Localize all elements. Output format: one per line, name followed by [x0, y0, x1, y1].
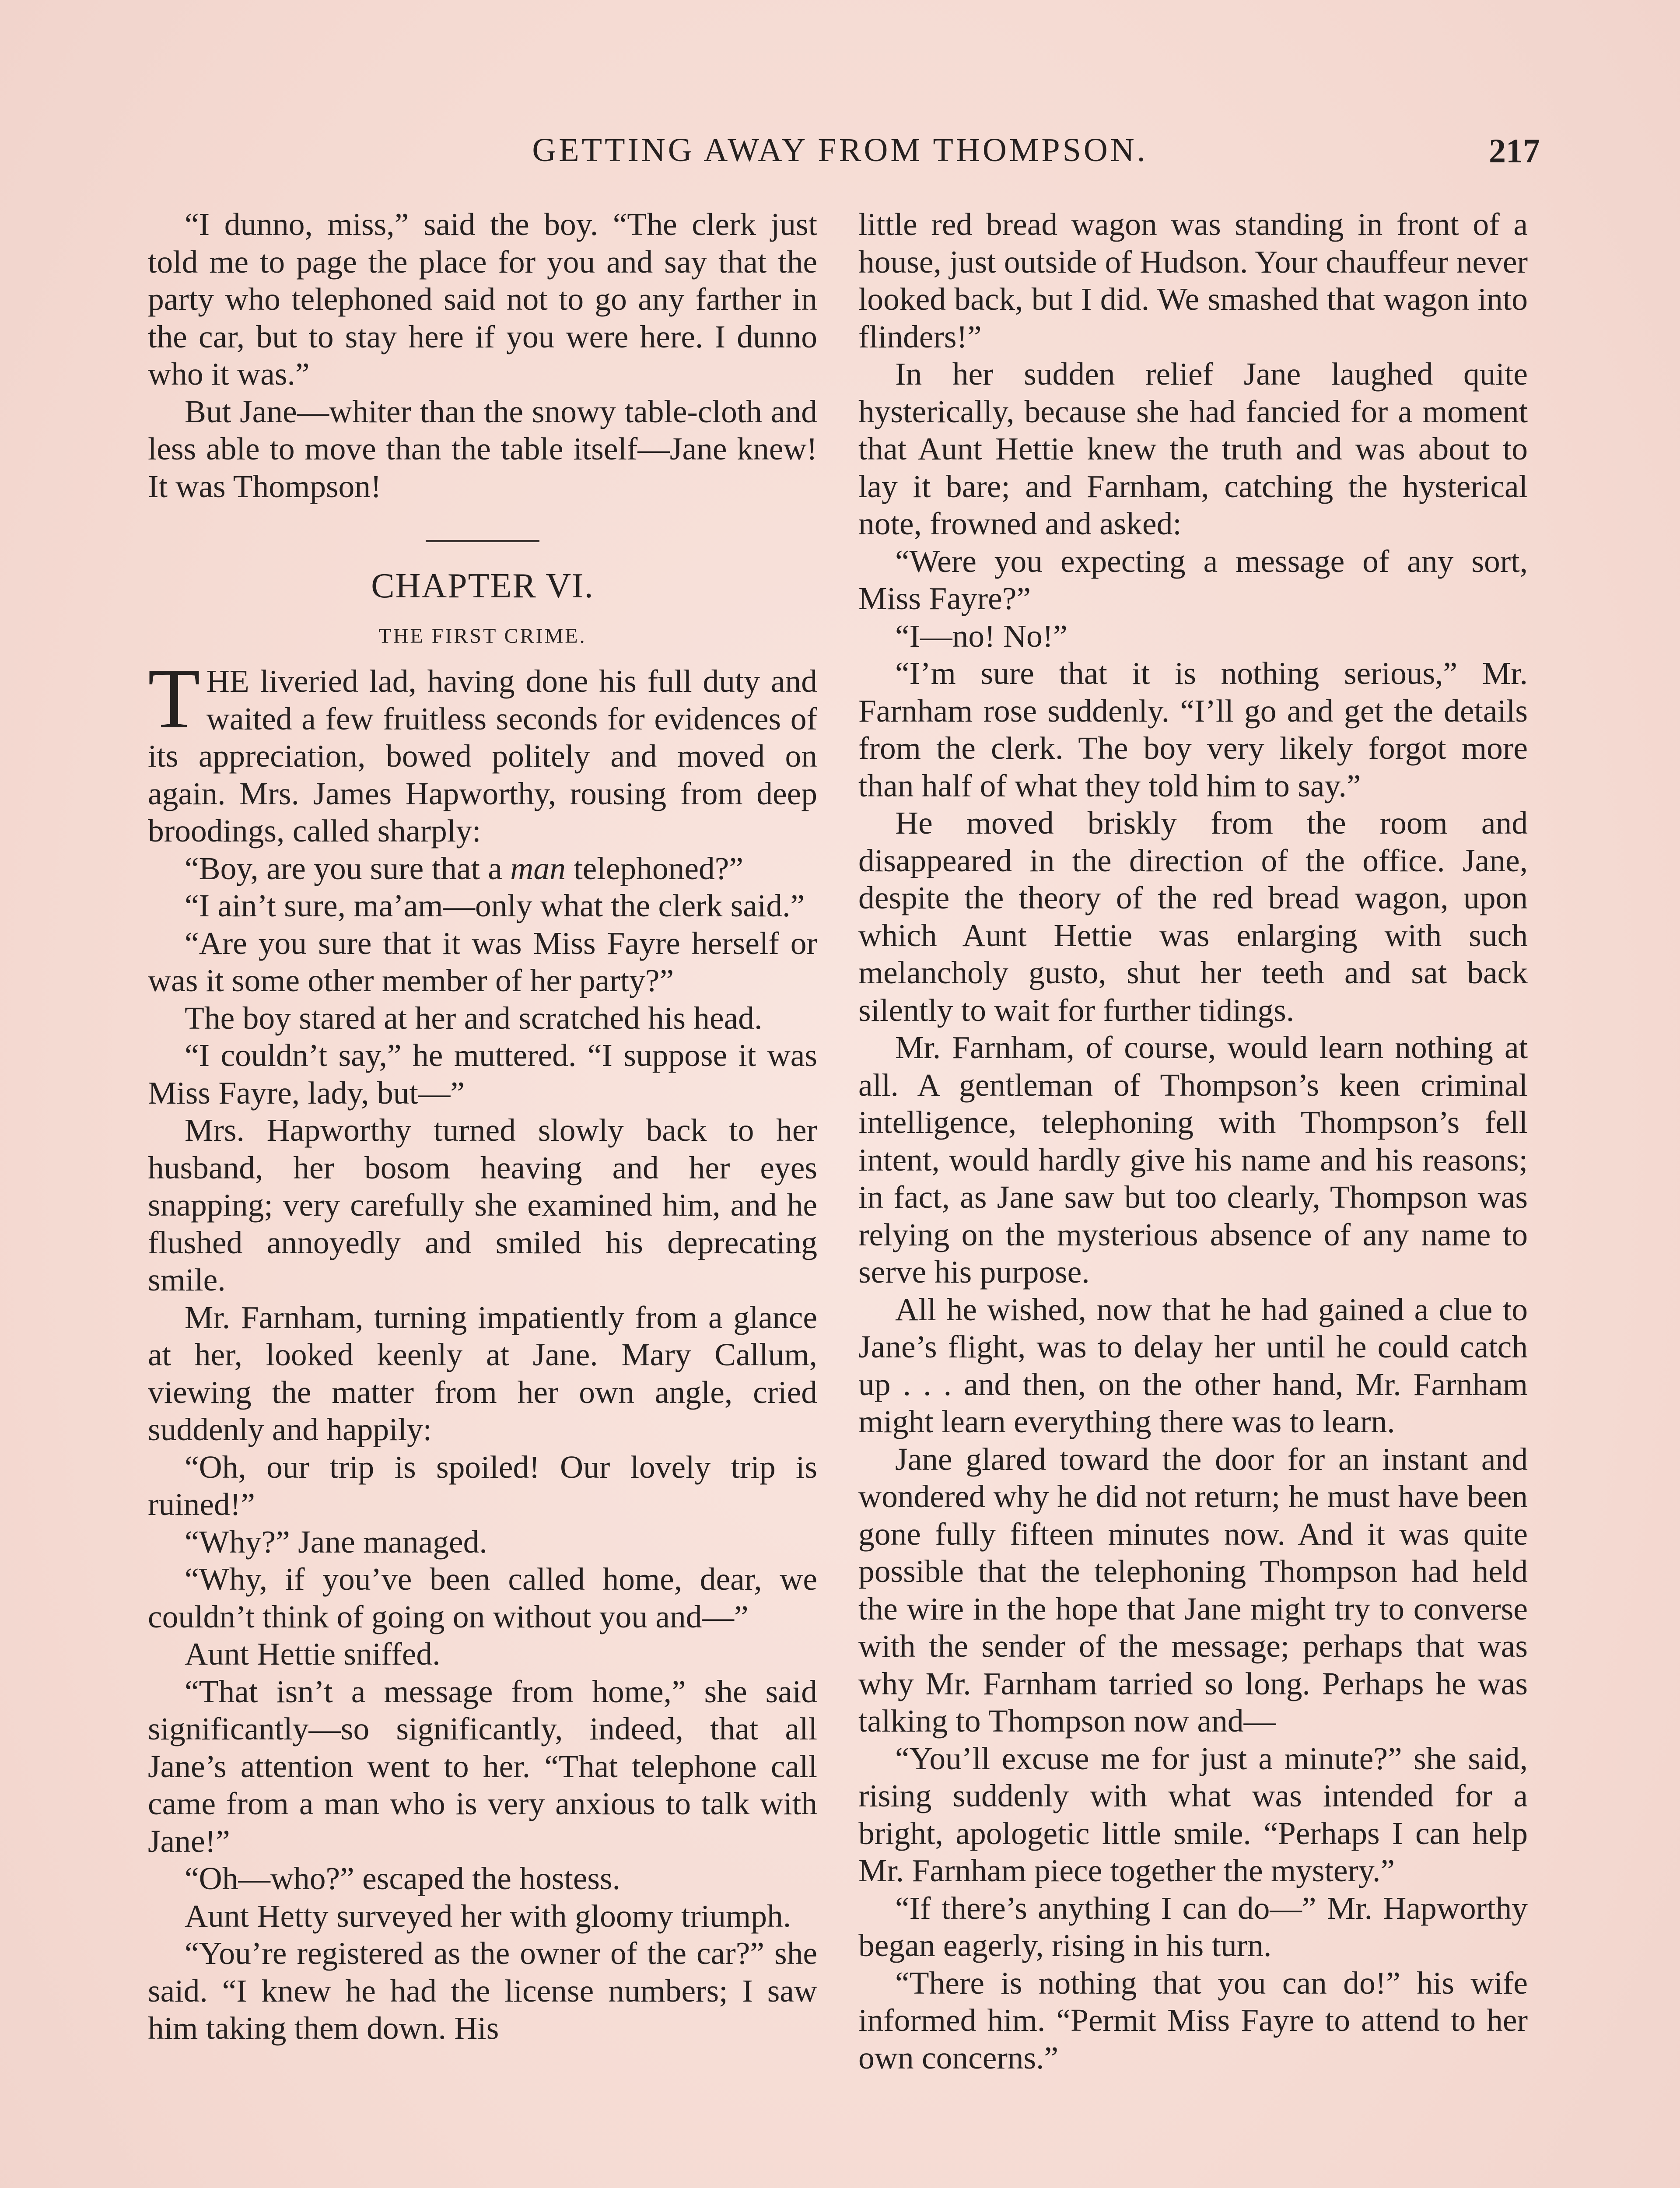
paragraph: All he wished, now that he had gained a clue to Jane’s flight, was to delay her until he could catch up . . . and then, on the other hand, Mr. Farnham might learn everything there was to learn.	[858, 1291, 1528, 1439]
italic-word: man	[510, 850, 566, 886]
paragraph: “There is nothing that you can do!” his wife informed him. “Permit Miss Fayre to attend to her own concerns.”	[858, 1965, 1528, 2076]
paragraph: Jane glared toward the door for an instant and wondered why he did not return; he must have been gone fully fifteen minutes now. And it was quite possible that the telephoning Thompson had held the wire in the hope that Jane might try to converse with the sender of the message; perhaps that was why Mr. Farnham tarried so long. Perhaps he was talking to Thompson now and—	[858, 1441, 1528, 1739]
section-divider	[426, 540, 539, 542]
paragraph: “Oh—who?” escaped the hostess.	[185, 1861, 621, 1896]
paragraph: “I’m sure that it is nothing serious,” Mr. Farnham rose suddenly. “I’ll go and get the details from the clerk. The boy very likely forgot more than half of what they told him to say.”	[858, 656, 1528, 803]
paragraph: “Why, if you’ve been called home, dear, we couldn’t think of going on without you and—”	[148, 1561, 817, 1634]
drop-cap: T	[148, 651, 200, 746]
paragraph: “If there’s anything I can do—” Mr. Hapworthy began eagerly, rising in his turn.	[858, 1890, 1528, 1963]
paragraph: Mr. Farnham, turning impatiently from a glance at her, looked keenly at Jane. Mary Callum, viewing the matter from her own angle, cried suddenly and happily:	[148, 1299, 817, 1447]
paragraph: “I ain’t sure, ma’am—only what the clerk said.”	[185, 888, 805, 923]
left-column	[148, 206, 817, 2047]
running-head: GETTING AWAY FROM THOMPSON.	[532, 132, 1148, 168]
text-span: “Boy, are you sure that a	[185, 850, 511, 886]
page-header	[140, 131, 1540, 184]
right-column	[858, 206, 1528, 2076]
opening-paragraph	[148, 651, 817, 850]
paragraph: Mr. Farnham, of course, would learn nothing at all. A gentleman of Thompson’s keen criminal intelligence, telephoning with Thompson’s fell intent, would hardly give his name and his reasons; in fact, as Jane saw but too clearly, Thompson was relying on the mysterious absence of any name to serve his purpose.	[858, 1030, 1528, 1290]
paragraph: “Were you expecting a message of any sort, Miss Fayre?”	[858, 543, 1528, 616]
paragraph: “Oh, our trip is spoiled! Our lovely trip is ruined!”	[148, 1449, 817, 1522]
continuation-paragraph: little red bread wagon was standing in front of a house, just outside of Hudson. Your chauffeur never looked back, but I did. We smashed that wagon into flinders!”	[858, 207, 1528, 354]
paragraph: “Why?” Jane managed.	[185, 1524, 487, 1560]
paragraph: “You’re registered as the owner of the car?” she said. “I knew he had the license numbers; I saw him taking them down. His	[148, 1936, 817, 2046]
paragraph	[148, 850, 817, 887]
paragraph: “That isn’t a message from home,” she said significantly—so significantly, indeed, that all Jane’s attention went to her. “That telephone call came from a man who is very anxious to talk with Jane!”	[148, 1673, 817, 1859]
paragraph: “I couldn’t say,” he muttered. “I suppose it was Miss Fayre, lady, but—”	[148, 1038, 817, 1111]
paragraph: “I—no! No!”	[895, 618, 1068, 654]
paragraph: He moved briskly from the room and disappeared in the direction of the office. Jane, despite the theory of the red bread wagon, upon which Aunt Hettie was enlarging with such melancholy gusto, shut her teeth and sat back silently to wait for further tidings.	[858, 805, 1528, 1028]
page-number: 217	[1489, 132, 1540, 170]
paragraph: Mrs. Hapworthy turned slowly back to her husband, her bosom heaving and her eyes snapping; very carefully she examined him, and he flushed annoyedly and smiled his deprecating smile.	[148, 1112, 817, 1297]
paragraph: Aunt Hettie sniffed.	[185, 1636, 441, 1672]
paragraph: The boy stared at her and scratched his head.	[185, 1000, 763, 1036]
paragraph: Aunt Hetty surveyed her with gloomy triumph.	[185, 1898, 791, 1934]
text-span: telephoned?”	[565, 850, 743, 886]
paragraph: In her sudden relief Jane laughed quite hysterically, because she had fancied for a moment that Aunt Hettie knew the truth and was about to lay it bare; and Farnham, catching the hysterical note, frowned and asked:	[858, 356, 1528, 541]
paragraph: “I dunno, miss,” said the boy. “The clerk just told me to page the place for you and say that the party who telephoned said not to go any farther in the car, but to stay here if you were here. I dunno who it was.”	[148, 207, 817, 392]
paragraph: But Jane—whiter than the snowy table-cloth and less able to move than the table itself—Jane knew! It was Thompson!	[148, 393, 817, 504]
paragraph: “Are you sure that it was Miss Fayre herself or was it some other member of her party?”	[148, 925, 817, 998]
chapter-subtitle: THE FIRST CRIME.	[378, 624, 587, 648]
opening-paragraph-text: HE liveried lad, having done his full duty and waited a few fruitless seconds for evidences of its appreciation, bowed politely and moved on again. Mrs. James Hapworthy, rousing from deep broodings, called sharply:	[148, 663, 817, 849]
paragraph: “You’ll excuse me for just a minute?” she said, rising suddenly with what was intended for a bright, apologetic little smile. “Perhaps I can help Mr. Farnham piece together the mystery.”	[858, 1740, 1528, 1888]
chapter-title: CHAPTER VI.	[371, 567, 594, 605]
